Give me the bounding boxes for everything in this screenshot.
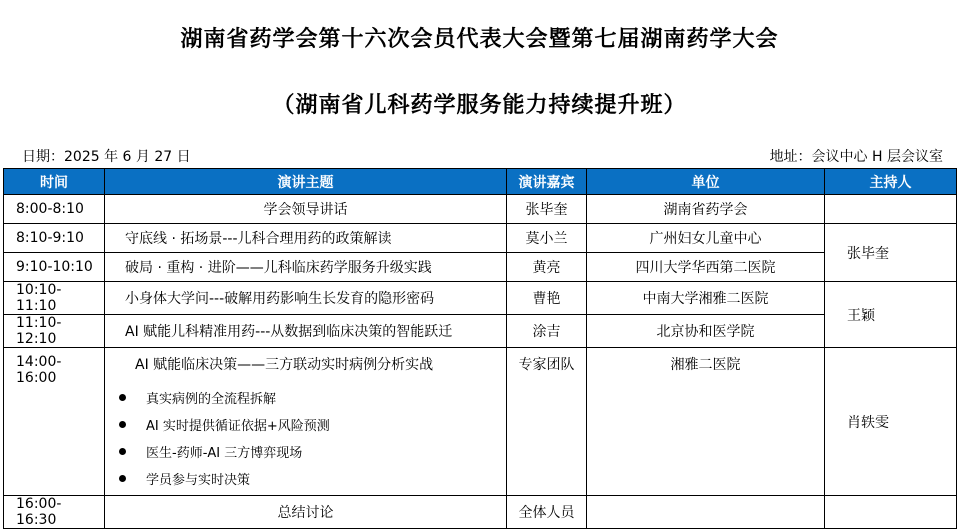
table-row	[4, 315, 957, 348]
row-topic: AI 赋能儿科精准用药---从数据到临床决策的智能跃迁	[105, 315, 507, 348]
row-time: 8:10-9:10	[4, 224, 105, 253]
date-label: 日期：2025 年 6 月 27 日	[22, 149, 191, 165]
row-unit: 四川大学华西第二医院	[587, 253, 825, 282]
row-speaker: 张毕奎	[507, 195, 587, 224]
table-row	[4, 348, 957, 496]
row-unit: 广州妇女儿童中心	[587, 224, 825, 253]
row-unit: 中南大学湘雅二医院	[587, 282, 825, 315]
bullet-dot-icon	[119, 421, 126, 428]
header-topic: 演讲主题	[105, 169, 507, 195]
row-speaker: 曹艳	[507, 282, 587, 315]
row-time: 10:10-11:10	[4, 282, 105, 315]
table-row	[4, 224, 957, 253]
bullet-dot-icon	[119, 475, 126, 482]
page-subtitle: （湖南省儿科药学服务能力持续提升班）	[272, 93, 687, 118]
table-row	[4, 282, 957, 315]
row-topic: 总结讨论	[105, 496, 507, 529]
list-item-text: 医生-药师-AI 三方博弈现场	[146, 446, 303, 461]
row-topic: 破局 · 重构 · 进阶——儿科临床药学服务升级实践	[105, 253, 507, 282]
table-row	[4, 195, 957, 224]
table-row	[4, 253, 957, 282]
row-host: 王颖	[825, 282, 957, 348]
table-header-row	[4, 169, 957, 195]
bullet-dot-icon	[119, 448, 126, 455]
header-speaker: 演讲嘉宾	[507, 169, 587, 195]
row-host: 肖轶雯	[825, 348, 957, 496]
row-speaker: 全体人员	[507, 496, 587, 529]
row-unit: 湖南省药学会	[587, 195, 825, 224]
list-item	[129, 411, 502, 438]
list-item-text: 学员参与实时决策	[146, 473, 251, 488]
schedule-table	[3, 168, 957, 529]
header-host: 主持人	[825, 169, 957, 195]
row-time: 16:00-16:30	[4, 496, 105, 529]
list-item	[129, 465, 502, 492]
row-topic	[105, 348, 507, 496]
row-time: 9:10-10:10	[4, 253, 105, 282]
row-unit: 湘雅二医院	[587, 348, 825, 496]
list-item	[129, 384, 502, 411]
row-unit	[587, 496, 825, 529]
row-host	[825, 496, 957, 529]
row-time: 11:10-12:10	[4, 315, 105, 348]
row-topic: 学会领导讲话	[105, 195, 507, 224]
row-speaker: 莫小兰	[507, 224, 587, 253]
row-speaker: 涂吉	[507, 315, 587, 348]
location-label: 地址：会议中心 H 层会议室	[769, 149, 943, 165]
bullet-dot-icon	[119, 394, 126, 401]
list-item	[129, 438, 502, 465]
list-item-text: 真实病例的全流程拆解	[146, 392, 277, 407]
row-speaker: 黄亮	[507, 253, 587, 282]
page-title: 湖南省药学会第十六次会员代表大会暨第七届湖南药学大会	[180, 27, 779, 52]
row-speaker: 专家团队	[507, 348, 587, 496]
row-host: 张毕奎	[825, 224, 957, 282]
row-topic: 小身体大学问---破解用药影响生长发育的隐形密码	[105, 282, 507, 315]
table-row	[4, 496, 957, 529]
row-time: 14:00-16:00	[4, 348, 105, 496]
row-unit: 北京协和医学院	[587, 315, 825, 348]
header-unit: 单位	[587, 169, 825, 195]
row-topic-title: AI 赋能临床决策——三方联动实时病例分析实战	[135, 357, 434, 373]
row-time: 8:00-8:10	[4, 195, 105, 224]
row-host	[825, 195, 957, 224]
header-time: 时间	[4, 169, 105, 195]
list-item-text: AI 实时提供循证依据+风险预测	[146, 419, 330, 434]
row-topic: 守底线 · 拓场景---儿科合理用药的政策解读	[105, 224, 507, 253]
